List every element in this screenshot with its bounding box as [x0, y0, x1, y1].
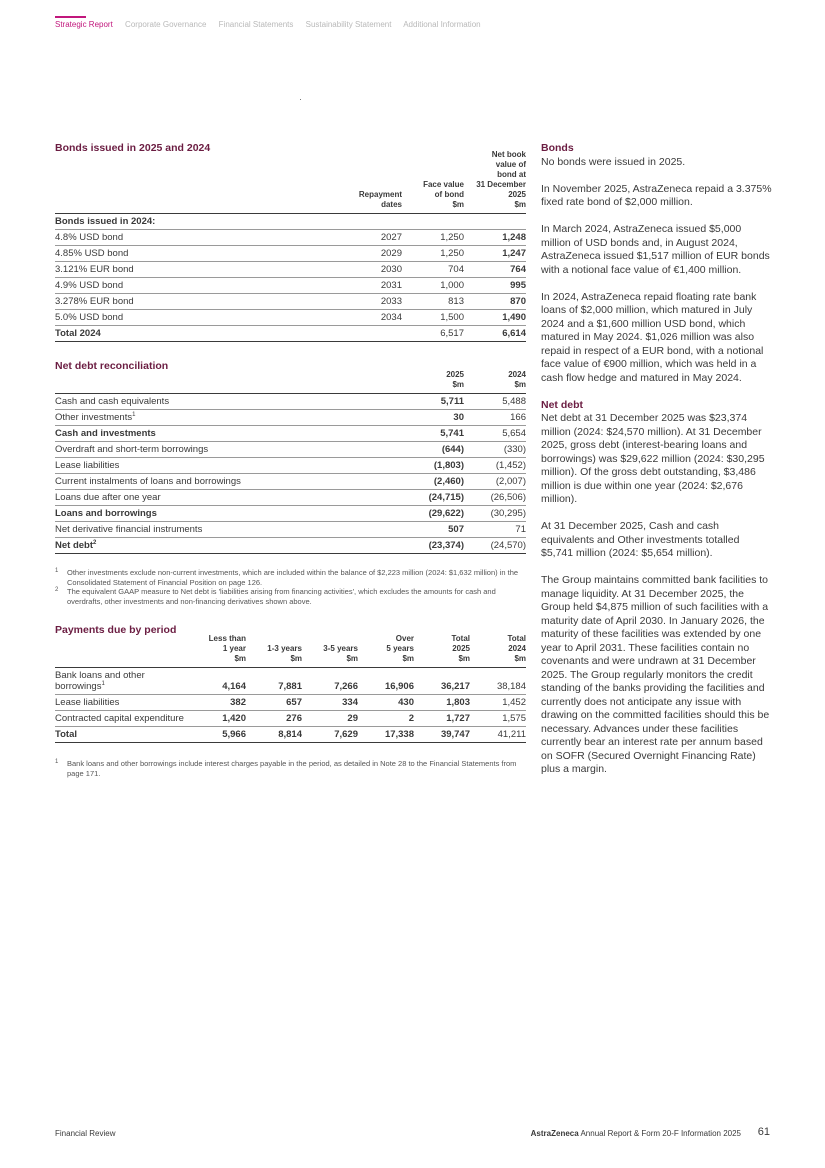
nd-label	[55, 538, 394, 554]
pay-value: 657	[246, 695, 302, 711]
nd-label	[55, 522, 394, 538]
bond-net-book-value: 1,247	[464, 246, 526, 262]
footer-section-label: Financial Review	[55, 1129, 116, 1138]
net-debt-paragraph: Net debt at 31 December 2025 was $23,374 million (2024: $24,570 million). At 31 December 2025, gross debt (interest-bearing loans and borrowings) was $29,622 million (2024: $30,295 million). Of the gross debt outstanding, $3,486 million is due within one year (2024: $2,676 million).	[541, 412, 765, 505]
bond-face-value: 1,500	[402, 310, 464, 326]
bonds-paragraph: No bonds were issued in 2025.	[541, 155, 686, 168]
nav-sustainability-statement[interactable]: Sustainability Statement	[305, 20, 392, 29]
table-row	[55, 278, 526, 294]
nd-label-text: Overdraft and short-term borrowings	[55, 444, 209, 455]
bond-net-book-value: 870	[464, 294, 526, 310]
nd-header-blank	[55, 370, 394, 394]
nd-label	[55, 394, 394, 410]
pay-label-text: Lease liabilities	[55, 697, 120, 708]
payments-footnotes	[55, 759, 526, 778]
bonds-table-title: Bonds issued in 2025 and 2024	[55, 142, 211, 154]
pay-value: 16,906	[358, 668, 414, 695]
bond-label: 5.0% USD bond	[55, 310, 332, 326]
pay-value: 382	[190, 695, 246, 711]
pay-value: 41,211	[470, 727, 526, 743]
pay-header-blank	[55, 634, 190, 668]
nd-value-2024: 71	[464, 522, 526, 538]
bonds-header-nbv: Net book value of bond at 31 December 2025 $m	[464, 150, 526, 214]
bond-net-book-value: 1,490	[464, 310, 526, 326]
footnote-mark: 2	[55, 587, 59, 593]
table-row	[55, 490, 526, 506]
nd-value-2025: 30	[394, 410, 464, 426]
footer-document-title	[531, 1129, 741, 1138]
nd-header-2024: 2024 $m	[464, 370, 526, 394]
pay-header-1-3: 1-3 years $m	[246, 634, 302, 668]
payments-table	[55, 634, 526, 743]
table-row	[55, 426, 526, 442]
pay-value: 2	[358, 711, 414, 727]
pay-value: 7,266	[302, 668, 358, 695]
bonds-table	[55, 150, 526, 342]
nd-header-2025: 2025 $m	[394, 370, 464, 394]
nd-value-2025: (29,622)	[394, 506, 464, 522]
bond-date: 2029	[332, 246, 402, 262]
nav-strategic-report[interactable]: Strategic Report	[55, 20, 113, 29]
table-row	[55, 522, 526, 538]
footnote-mark: 1	[55, 759, 59, 765]
table-row	[55, 458, 526, 474]
bond-total-face: 6,517	[402, 326, 464, 342]
pay-value: 4,164	[190, 668, 246, 695]
pay-value: 430	[358, 695, 414, 711]
nd-value-2024: 166	[464, 410, 526, 426]
nd-value-2024: (330)	[464, 442, 526, 458]
footnote-text: The equivalent GAAP measure to Net debt is 'liabilities arising from financing activities', which excludes the amounts for cash and overdrafts, other investments and non-financing derivatives shown above.	[67, 587, 496, 606]
pay-label-text: Total	[55, 729, 77, 740]
pay-value: 36,217	[414, 668, 470, 695]
nd-label	[55, 426, 394, 442]
nd-value-2024: (1,452)	[464, 458, 526, 474]
nd-value-2025: 5,711	[394, 394, 464, 410]
bond-date: 2030	[332, 262, 402, 278]
pay-label	[55, 727, 190, 743]
footnote-text: Bank loans and other borrowings include interest charges payable in the period, as detailed in Note 28 to the Financial Statements from page 171.	[67, 759, 517, 778]
pay-value: 7,629	[302, 727, 358, 743]
nd-value-2024: (24,570)	[464, 538, 526, 554]
bonds-paragraph: In March 2024, AstraZeneca issued $5,000 million of USD bonds and, in August 2024, AstraZeneca issued $1,517 million of EUR bonds with a notional face value of €1,400 million.	[541, 223, 770, 276]
pay-value: 1,727	[414, 711, 470, 727]
nd-label	[55, 458, 394, 474]
pay-value: 1,803	[414, 695, 470, 711]
net-debt-table-title: Net debt reconciliation	[55, 360, 169, 372]
nd-value-2025: (24,715)	[394, 490, 464, 506]
bond-total-label: Total 2024	[55, 326, 332, 342]
pay-header-over5: Over 5 years $m	[358, 634, 414, 668]
bond-date: 2033	[332, 294, 402, 310]
table-row	[55, 262, 526, 278]
payments-table-title: Payments due by period	[55, 624, 177, 636]
footer-brand: AstraZeneca	[530, 1129, 579, 1138]
nd-value-2024: (30,295)	[464, 506, 526, 522]
pay-value: 5,966	[190, 727, 246, 743]
bond-date: 2027	[332, 230, 402, 246]
bond-date: 2034	[332, 310, 402, 326]
nd-label	[55, 474, 394, 490]
bond-net-book-value: 1,248	[464, 230, 526, 246]
table-row	[55, 294, 526, 310]
table-row	[55, 695, 526, 711]
bond-label: 4.8% USD bond	[55, 230, 332, 246]
table-row	[55, 711, 526, 727]
footnote-2	[55, 587, 526, 606]
bond-face-value: 1,250	[402, 246, 464, 262]
footnote-ref: 1	[132, 411, 136, 418]
table-row	[55, 230, 526, 246]
pay-header-lt1: Less than 1 year $m	[190, 634, 246, 668]
nd-label	[55, 442, 394, 458]
table-row	[55, 506, 526, 522]
table-total-row	[55, 326, 526, 342]
footnote-1	[55, 759, 526, 778]
nav-financial-statements[interactable]: Financial Statements	[218, 20, 294, 29]
footnote-ref: 2	[93, 539, 97, 546]
nd-label-text: Loans and borrowings	[55, 508, 157, 519]
bond-label: 4.9% USD bond	[55, 278, 332, 294]
pay-value: 1,575	[470, 711, 526, 727]
nav-corporate-governance[interactable]: Corporate Governance	[125, 20, 207, 29]
pay-label	[55, 668, 190, 695]
bond-net-book-value: 764	[464, 262, 526, 278]
pay-value: 276	[246, 711, 302, 727]
nd-value-2025: (1,803)	[394, 458, 464, 474]
bonds-header-blank	[55, 150, 332, 214]
bond-total-blank	[332, 326, 402, 342]
net-debt-table	[55, 370, 526, 554]
pay-label	[55, 695, 190, 711]
pay-value: 38,184	[470, 668, 526, 695]
footnote-ref: 1	[101, 680, 105, 687]
table-row	[55, 442, 526, 458]
net-debt-footnotes	[55, 568, 526, 606]
table-row	[55, 727, 526, 743]
pay-value: 39,747	[414, 727, 470, 743]
table-row	[55, 410, 526, 426]
pay-header-total2025: Total 2025 $m	[414, 634, 470, 668]
table-row	[55, 394, 526, 410]
nd-value-2025: (644)	[394, 442, 464, 458]
pay-value: 8,814	[246, 727, 302, 743]
bonds-paragraph: In 2024, AstraZeneca repaid floating rate bank loans of $2,000 million, which matured in July 2024 and a $1,600 million USD bond, which matured in May 2024. $1,026 million was also repaid in respect of a EUR bond, with a notional face value of €900 million, which was held in a cash flow hedge and matured in May 2024.	[541, 290, 764, 384]
pay-value: 29	[302, 711, 358, 727]
nd-value-2024: (26,506)	[464, 490, 526, 506]
pay-value: 334	[302, 695, 358, 711]
nd-label-text: Current instalments of loans and borrowings	[55, 476, 241, 487]
footnote-text: Other investments exclude non-current investments, which are included within the balance of $2,223 million (2024: $1,632 million) in the Consolidated Statement of Financial Position on page 126.	[67, 568, 519, 587]
bond-total-nbv: 6,614	[464, 326, 526, 342]
nd-label	[55, 410, 394, 426]
nd-label	[55, 490, 394, 506]
pay-value: 17,338	[358, 727, 414, 743]
nd-value-2024: 5,654	[464, 426, 526, 442]
table-row	[55, 310, 526, 326]
bonds-header-dates: Repayment dates	[332, 150, 402, 214]
nd-value-2025: (23,374)	[394, 538, 464, 554]
pay-value: 1,452	[470, 695, 526, 711]
nd-label-text: Loans due after one year	[55, 492, 161, 503]
nav-additional-information[interactable]: Additional Information	[403, 20, 481, 29]
pay-label	[55, 711, 190, 727]
table-row	[55, 246, 526, 262]
pay-label-text: Bank loans and other borrowings	[55, 670, 145, 692]
pay-header-total2024: Total 2024 $m	[470, 634, 526, 668]
bond-face-value: 704	[402, 262, 464, 278]
left-column	[55, 142, 526, 778]
nd-label-text: Net derivative financial instruments	[55, 524, 203, 535]
nd-value-2024: 5,488	[464, 394, 526, 410]
bond-face-value: 813	[402, 294, 464, 310]
nd-label	[55, 506, 394, 522]
footnote-mark: 1	[55, 568, 59, 574]
bond-label: 3.121% EUR bond	[55, 262, 332, 278]
right-column	[541, 142, 773, 790]
bond-net-book-value: 995	[464, 278, 526, 294]
nd-label-text: Lease liabilities	[55, 460, 120, 471]
footer-doc-name: Annual Report & Form 20-F Information 2025	[580, 1129, 741, 1138]
nd-value-2024: (2,007)	[464, 474, 526, 490]
nd-label-text: Cash and cash equivalents	[55, 396, 170, 407]
bond-label: 3.278% EUR bond	[55, 294, 332, 310]
page-number: 61	[757, 1126, 770, 1138]
bonds-paragraph: In November 2025, AstraZeneca repaid a 3.375% fixed rate bond of $2,000 million.	[541, 182, 772, 208]
pay-value: 1,420	[190, 711, 246, 727]
nd-value-2025: 507	[394, 522, 464, 538]
pay-header-3-5: 3-5 years $m	[302, 634, 358, 668]
bonds-group-label: Bonds issued in 2024:	[55, 214, 526, 230]
footnote-1	[55, 568, 526, 587]
net-debt-paragraph: The Group maintains committed bank facilities to manage liquidity. At 31 December 2025, the Group held $4,875 million of such facilities with a maturity date of April 2030. In January 2026, the maturity of these facilities was extended by one year to April 2031. These facilities contain no covenants and were undrawn at 31 December 2025. The Group regularly monitors the credit standing of the banks providing the facilities and currently does not anticipate any issue with drawing on the committed facilities should this be necessary. Advances under these facilities currently bear an interest rate per annum based on SOFR (Secured Overnight Financing Rate) plus a margin.	[541, 574, 770, 775]
bonds-header-face: Face value of bond $m	[402, 150, 464, 214]
table-row	[55, 538, 526, 554]
net-debt-heading: Net debt	[541, 398, 583, 411]
stray-dot	[300, 99, 301, 100]
bond-face-value: 1,000	[402, 278, 464, 294]
nd-value-2025: (2,460)	[394, 474, 464, 490]
net-debt-paragraph: At 31 December 2025, Cash and cash equivalents and Other investments totalled $5,741 million (2024: $5,654 million).	[541, 520, 740, 559]
nd-label-text: Cash and investments	[55, 428, 156, 439]
nd-value-2025: 5,741	[394, 426, 464, 442]
bond-date: 2031	[332, 278, 402, 294]
bonds-heading: Bonds	[541, 142, 574, 154]
pay-value: 7,881	[246, 668, 302, 695]
nd-label-text: Net debt	[55, 540, 93, 551]
nd-label-text: Other investments	[55, 412, 133, 423]
table-row	[55, 474, 526, 490]
pay-label-text: Contracted capital expenditure	[55, 713, 184, 724]
bond-face-value: 1,250	[402, 230, 464, 246]
table-row	[55, 668, 526, 695]
section-nav	[55, 20, 491, 29]
bond-label: 4.85% USD bond	[55, 246, 332, 262]
